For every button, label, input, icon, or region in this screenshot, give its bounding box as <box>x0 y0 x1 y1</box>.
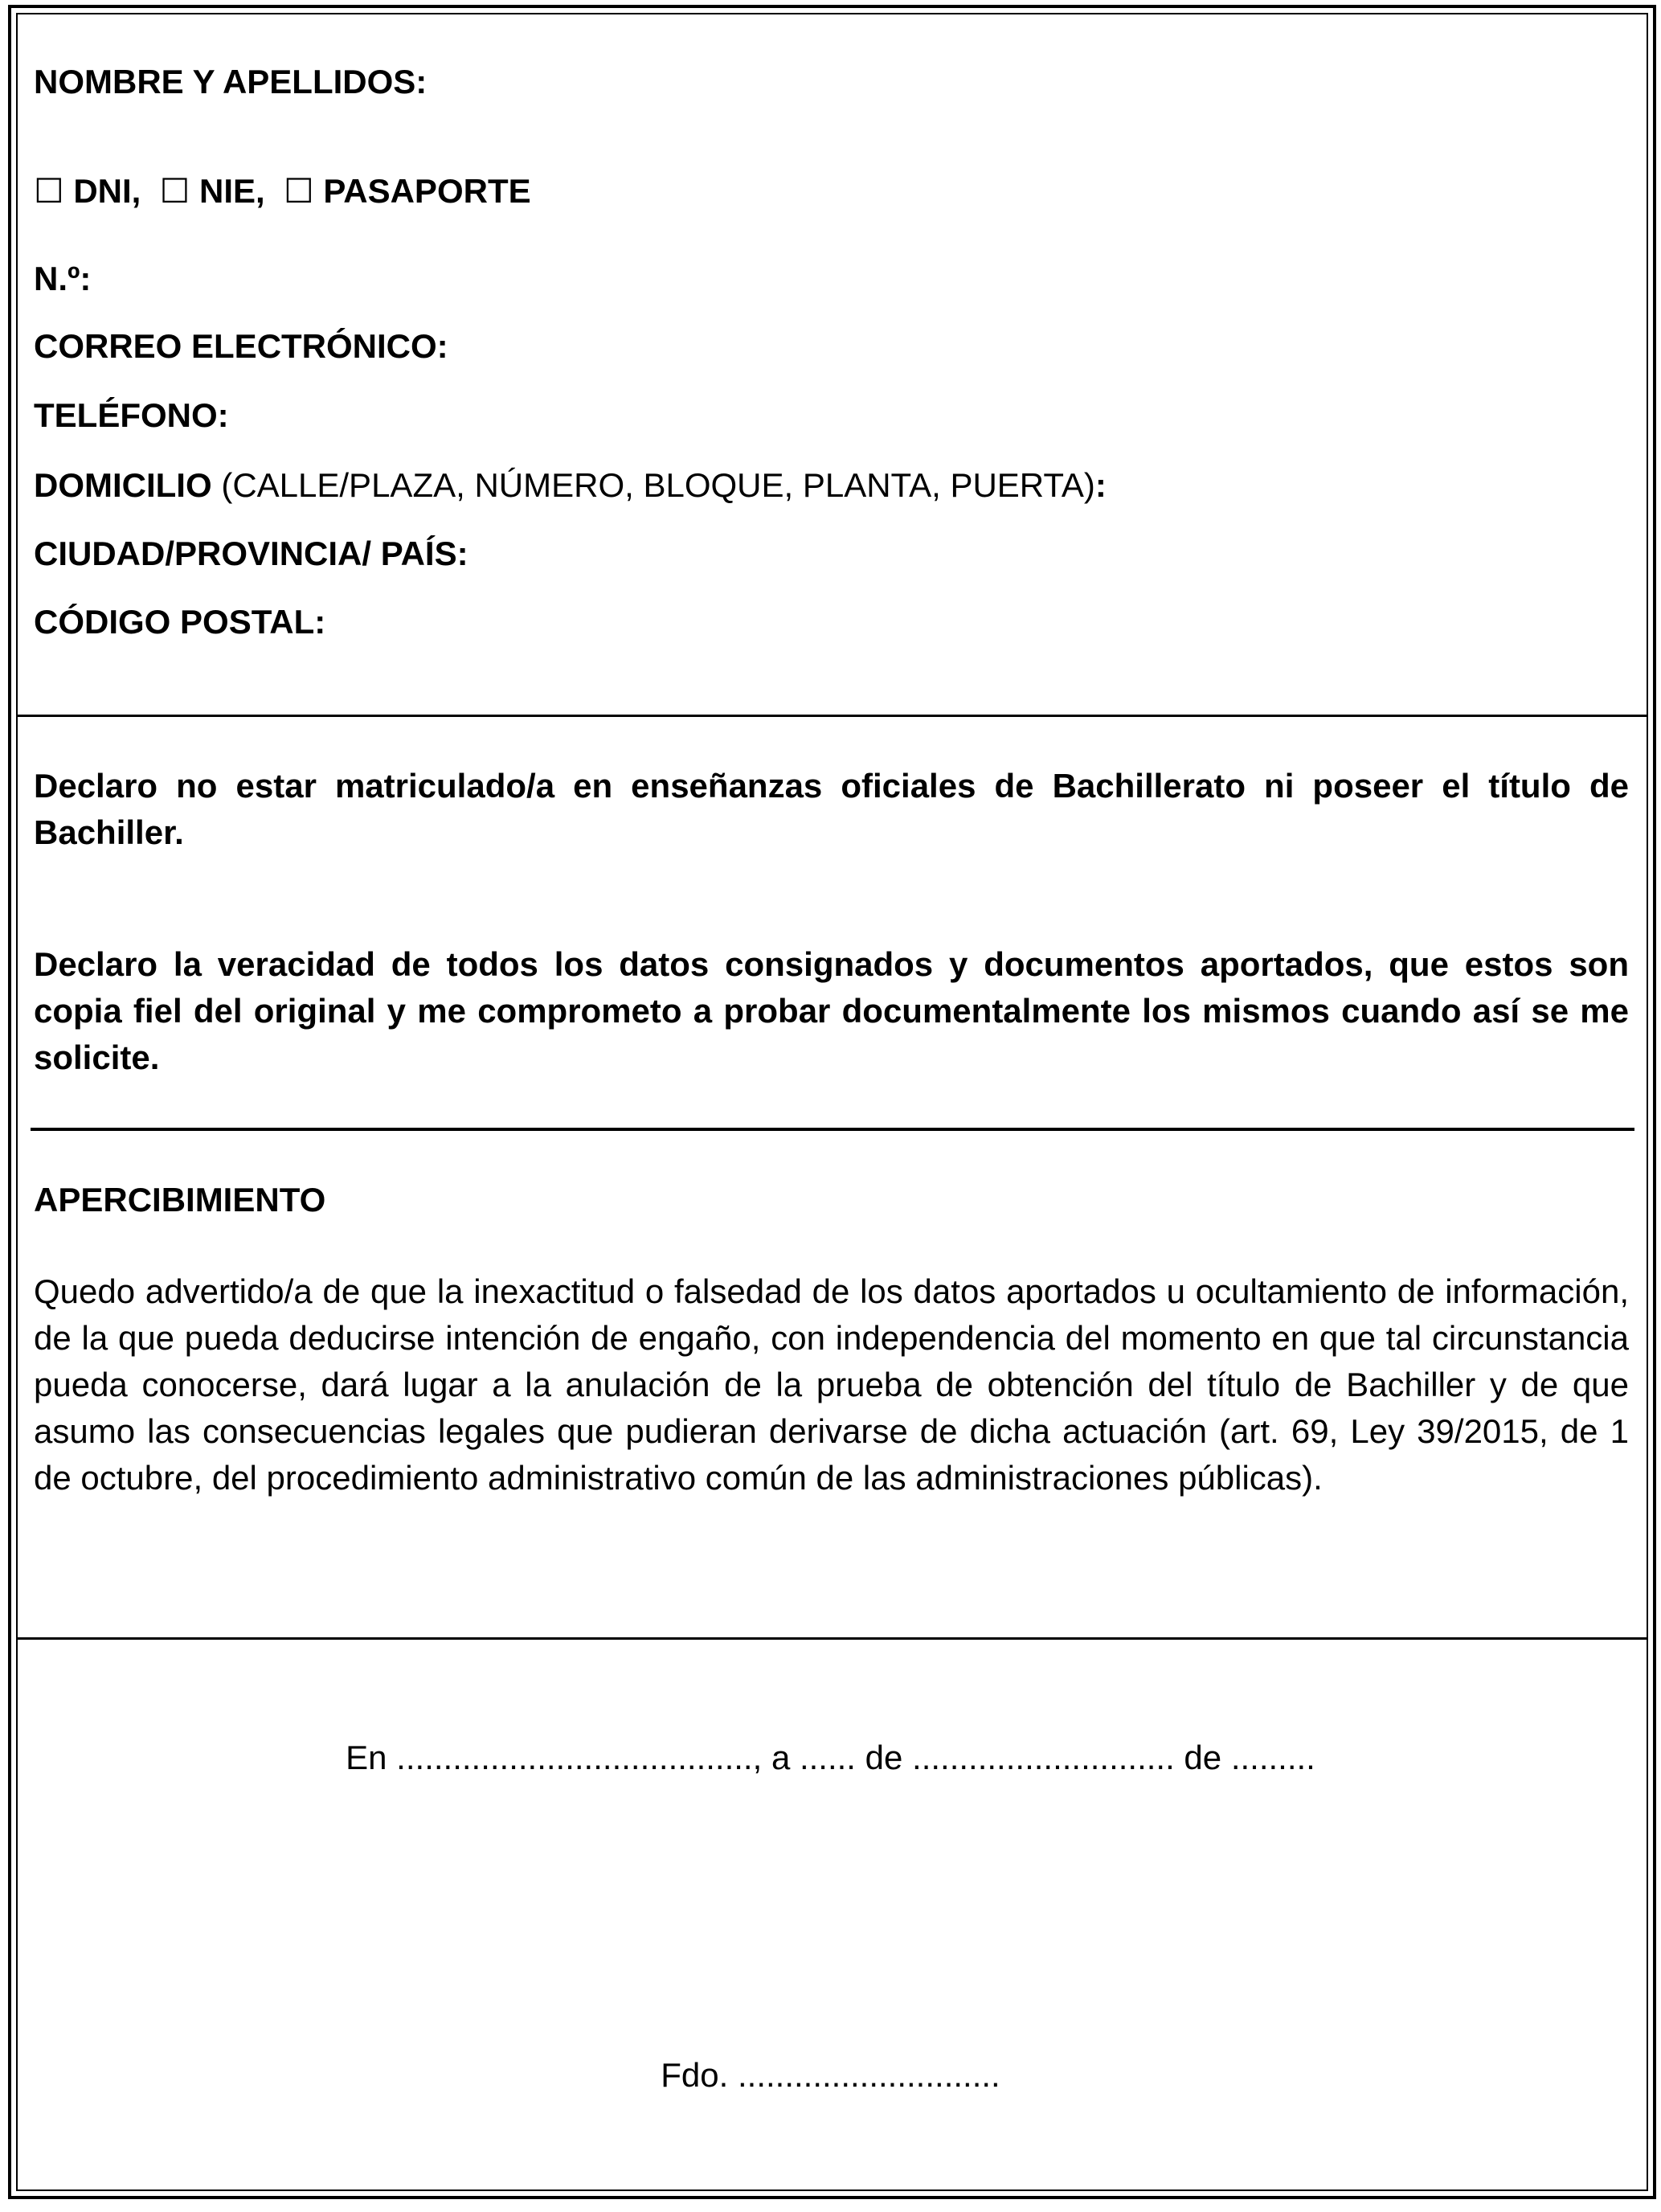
section-divider <box>16 1637 1647 1640</box>
city-field-label: CIUDAD/PROVINCIA/ PAÍS: <box>34 535 468 572</box>
declaration-not-enrolled: Declaro no estar matriculado/a en enseñanzas oficiales de Bachillerato ni poseer el título de Bachiller. <box>34 767 1629 851</box>
phone-field-label: TELÉFONO: <box>34 396 229 434</box>
warning-body: Quedo advertido/a de que la inexactitud o falsedad de los datos aportados u ocultamiento de información, de la que pueda deducirse intención de engaño, con independencia del momento en que tal circunstancia pueda conocerse, dará lugar a la anulación de la prueba de obtención del título de Bachiller y de que asumo las consecuencias legales que pudieran derivarse de dicha actuación (art. 69, Ley 39/2015, de 1 de octubre, del procedimiento administrativo común de las administraciones públicas). <box>34 1272 1629 1497</box>
option-pasaporte-label: PASAPORTE <box>323 172 531 210</box>
checkbox-dni[interactable]: ☐ <box>34 172 64 210</box>
checkbox-nie[interactable]: ☐ <box>159 172 190 210</box>
place-date-line: En ......................................, a ...... de ............................ de ......... <box>346 1739 1315 1776</box>
address-label: DOMICILIO <box>34 466 212 504</box>
address-colon: : <box>1094 466 1107 504</box>
section-divider <box>16 715 1647 717</box>
address-field-label <box>34 462 1107 509</box>
signature-line: Fdo. ............................ <box>661 2056 1000 2094</box>
number-field-label: N.º: <box>34 260 92 297</box>
address-hint: (CALLE/PLAZA, NÚMERO, BLOQUE, PLANTA, PUERTA) <box>221 466 1095 504</box>
postal-code-field-label: CÓDIGO POSTAL: <box>34 603 326 641</box>
section-divider <box>31 1128 1634 1131</box>
warning-title: APERCIBIMIENTO <box>34 1181 326 1219</box>
option-nie-label: NIE, <box>199 172 265 210</box>
option-dni-label: DNI, <box>73 172 141 210</box>
email-field-label: CORREO ELECTRÓNICO: <box>34 327 448 365</box>
declaration-truthfulness: Declaro la veracidad de todos los datos consignados y documentos aportados, que estos son copia fiel del original y me comprometo a probar documentalmente los mismos cuando así se me solicite. <box>34 945 1629 1076</box>
name-field-label: NOMBRE Y APELLIDOS: <box>34 63 428 100</box>
checkbox-pasaporte[interactable]: ☐ <box>284 172 314 210</box>
document-type-options <box>34 168 531 215</box>
